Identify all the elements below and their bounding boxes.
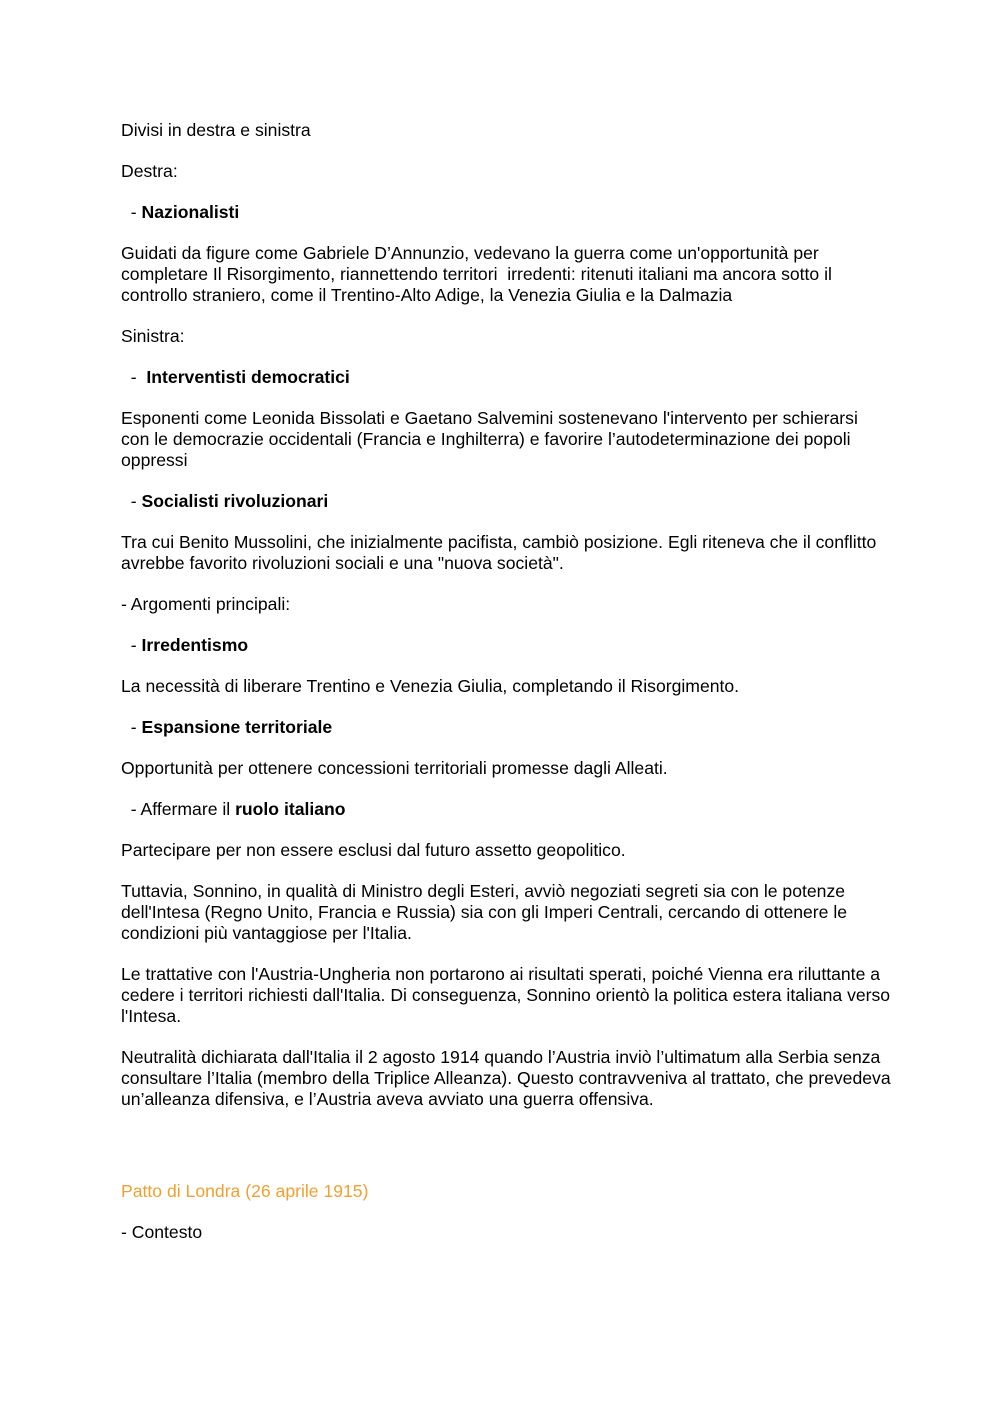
irredentismo-item xyxy=(121,635,891,656)
trattative-paragraph: Le trattative con l'Austria-Ungheria non portarono ai risultati sperati, poiché Vienna era riluttante a cedere i territori richiesti dall'Italia. Di conseguenza, Sonnino orientò la politica estera italiana verso l'Intesa. xyxy=(121,964,895,1026)
section-spacer xyxy=(121,1130,891,1181)
bullet-prefix: - Affermare il xyxy=(121,799,236,819)
sinistra-label: Sinistra: xyxy=(121,326,185,346)
nazionalisti-title: Nazionalisti xyxy=(141,202,240,222)
document-page xyxy=(121,120,896,1263)
bullet-prefix: - xyxy=(121,717,142,737)
bullet-prefix: - xyxy=(121,202,142,222)
irredentismo-title: Irredentismo xyxy=(141,635,249,655)
interventisti-item xyxy=(121,367,891,388)
bullet-prefix: - xyxy=(121,491,142,511)
bullet-prefix: - xyxy=(121,367,147,387)
socialisti-title: Socialisti rivoluzionari xyxy=(141,491,329,511)
interventisti-paragraph: Esponenti come Leonida Bissolati e Gaetano Salvemini sostenevano l'intervento per schierarsi con le democrazie occidentali (Francia e Inghilterra) e favorire l’autodeterminazione dei popoli oppressi xyxy=(121,408,863,470)
espansione-title: Espansione territoriale xyxy=(141,717,333,737)
ruolo-paragraph: Partecipare per non essere esclusi dal futuro assetto geopolitico. xyxy=(121,840,626,860)
interventisti-title: Interventisti democratici xyxy=(146,367,350,387)
nazionalisti-item xyxy=(121,202,891,223)
sonnino-paragraph: Tuttavia, Sonnino, in qualità di Ministro degli Esteri, avviò negoziati segreti sia con le potenze dell'Intesa (Regno Unito, Francia e Russia) sia con gli Imperi Centrali, cercando di ottenere le condizioni più vantaggiose per l'Italia. xyxy=(121,881,852,943)
nazionalisti-paragraph: Guidati da figure come Gabriele D’Annunzio, vedevano la guerra come un'opportunità per completare Il Risorgimento, riannettendo territori irredenti: ritenuti italiani ma ancora sotto il controllo straniero, come il Trentino-Alto Adige, la Venezia Giulia e la Dalmazia xyxy=(121,243,837,305)
bullet-prefix: - xyxy=(121,635,142,655)
argomenti-label: - Argomenti principali: xyxy=(121,594,291,614)
socialisti-paragraph: Tra cui Benito Mussolini, che inizialmente pacifista, cambiò posizione. Egli riteneva che il conflitto avrebbe favorito rivoluzioni sociali e una "nuova società". xyxy=(121,532,882,573)
irredentismo-paragraph: La necessità di liberare Trentino e Venezia Giulia, completando il Risorgimento. xyxy=(121,676,740,696)
contesto-label: - Contesto xyxy=(121,1222,203,1242)
ruolo-title: ruolo italiano xyxy=(235,799,346,819)
destra-label: Destra: xyxy=(121,161,178,181)
intro-text: Divisi in destra e sinistra xyxy=(121,120,311,140)
socialisti-item xyxy=(121,491,891,512)
espansione-item xyxy=(121,717,891,738)
espansione-paragraph: Opportunità per ottenere concessioni territoriali promesse dagli Alleati. xyxy=(121,758,668,778)
patto-di-londra-heading: Patto di Londra (26 aprile 1915) xyxy=(121,1181,369,1201)
neutralita-paragraph: Neutralità dichiarata dall'Italia il 2 agosto 1914 quando l’Austria inviò l’ultimatum alla Serbia senza consultare l’Italia (membro della Triplice Alleanza). Questo contravveniva al trattato, che prevedeva un’alleanza difensiva, e l’Austria aveva avviato una guerra offensiva. xyxy=(121,1047,896,1109)
ruolo-item xyxy=(121,799,891,820)
